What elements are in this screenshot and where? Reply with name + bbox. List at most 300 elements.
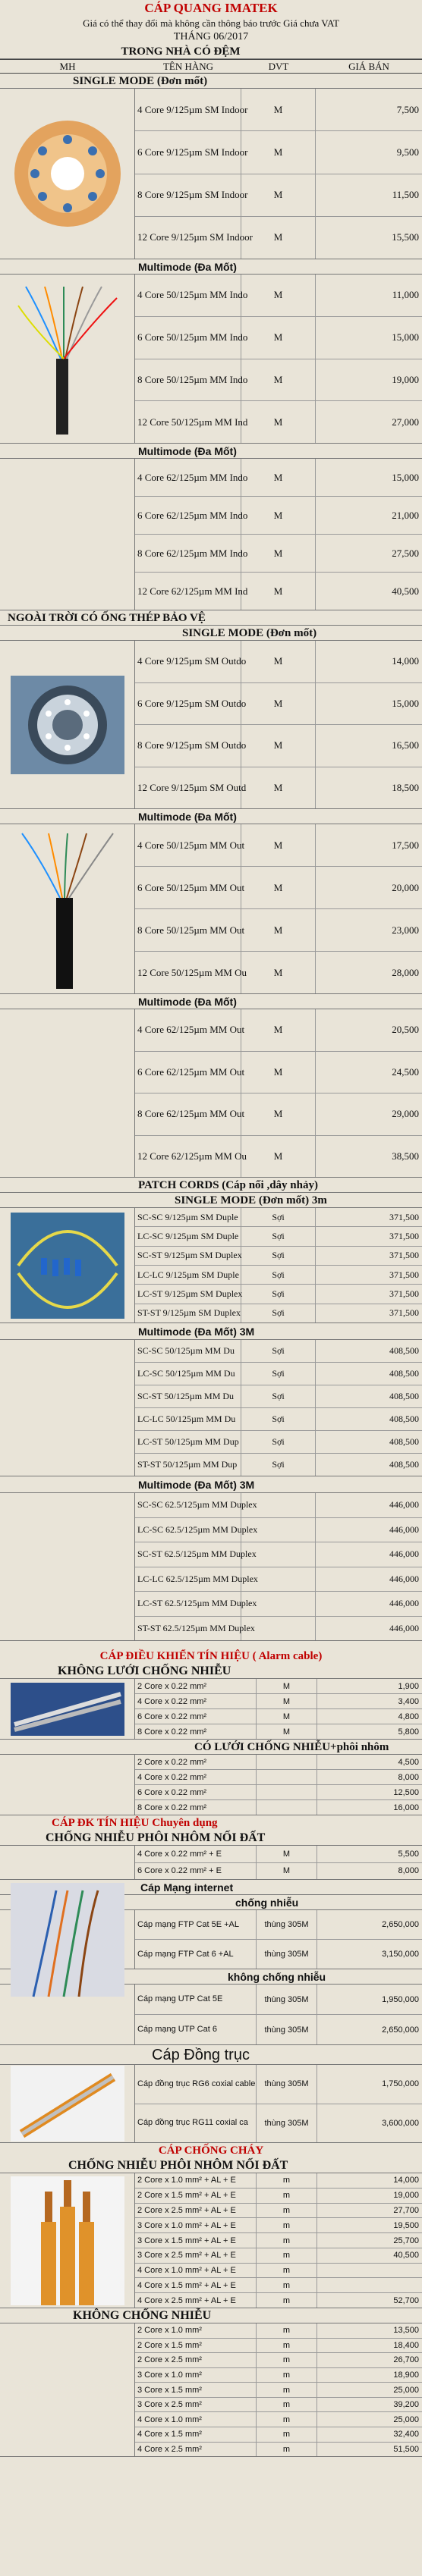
price-row (135, 1247, 422, 1266)
block-indoor-mm62 (0, 459, 422, 610)
product-name: 2 Core x 1.5 mm² (135, 2339, 257, 2353)
price: 446,000 (389, 1499, 419, 1511)
price: 23,000 (392, 924, 419, 936)
product-name: 3 Core x 2.5 mm² (135, 2398, 257, 2412)
empty-photo-cell (0, 1009, 135, 1177)
price-row (135, 952, 422, 993)
unit: m (257, 2398, 317, 2412)
price-row (135, 359, 422, 402)
price: 16,500 (392, 739, 419, 751)
alarm-cable-image (0, 1679, 135, 1739)
price-row (135, 1208, 422, 1227)
unit: thùng 305M (257, 2015, 317, 2044)
empty-photo-cell (0, 1846, 135, 1879)
price-row (135, 641, 422, 683)
product-name: SC-SC 62.5/125µm MM Duplex (135, 1493, 241, 1517)
price-row (135, 275, 422, 317)
price: 19,500 (393, 2220, 419, 2230)
product-name: LC-LC 9/125µm SM Duple (135, 1266, 241, 1284)
price-row (135, 1709, 422, 1724)
product-name: 12 Core 50/125µm MM Ind (135, 401, 241, 443)
unit: M (241, 359, 316, 401)
price: 446,000 (389, 1548, 419, 1560)
unit: M (241, 459, 316, 496)
price: 18,500 (392, 781, 419, 793)
price-row (135, 1363, 422, 1385)
price-row (135, 1863, 422, 1880)
unit: Sợi (241, 1340, 316, 1362)
price: 15,500 (392, 231, 419, 243)
price: 371,500 (389, 1269, 419, 1280)
subsection-khong-luoi: KHÔNG LƯỚI CHỐNG NHIỄU (0, 1664, 422, 1679)
price-row (135, 2353, 422, 2368)
price-row (135, 2204, 422, 2219)
product-name: 8 Core 62/125µm MM Out (135, 1093, 241, 1135)
block-outdoor-mm50 (0, 824, 422, 994)
price-row (135, 1910, 422, 1940)
price-row (135, 2264, 422, 2279)
unit: Sợi (241, 1408, 316, 1430)
subsection-khong-chong: không chống nhiễu (0, 1969, 422, 1985)
price-row (135, 1770, 422, 1785)
unit: thùng 305M (257, 1985, 317, 2014)
price: 446,000 (389, 1573, 419, 1584)
product-name: 8 Core 50/125µm MM Indo (135, 359, 241, 401)
col-ten: TÊN HÀNG (162, 61, 214, 72)
price: 26,700 (393, 2355, 419, 2365)
price: 40,500 (393, 2251, 419, 2261)
unit: Sợi (241, 1208, 316, 1226)
price-row (135, 1052, 422, 1094)
block-outdoor-mm62 (0, 1009, 422, 1178)
price-row (135, 2233, 422, 2248)
col-mh: MH (59, 61, 76, 72)
product-name: Cáp mạng UTP Cat 6 (135, 2015, 257, 2044)
price-row (135, 2293, 422, 2308)
product-name: 4 Core 9/125µm SM Indoor (135, 89, 241, 130)
price: 446,000 (389, 1523, 419, 1535)
unit: M (257, 1679, 317, 1693)
unit: m (257, 2427, 317, 2442)
price: 25,700 (393, 2236, 419, 2245)
price: 18,900 (393, 2370, 419, 2380)
price-row (135, 1304, 422, 1323)
unit: thùng 305M (257, 1910, 317, 1939)
price-row (135, 1785, 422, 1800)
price: 5,500 (398, 1849, 419, 1859)
product-name: Cáp mạng FTP Cat 6 +AL (135, 1940, 257, 1969)
product-name: 2 Core x 0.22 mm² (135, 1755, 257, 1769)
empty-photo-cell (0, 459, 135, 610)
price-row (135, 573, 422, 610)
unit: M (241, 174, 316, 216)
section-patch: PATCH CORDS (Cáp nối ,dây nhảy) (0, 1178, 422, 1193)
unit: Sợi (241, 1227, 316, 1245)
price-row (135, 1493, 422, 1518)
product-name: 2 Core x 1.5 mm² + AL + E (135, 2189, 257, 2203)
unit (257, 1755, 317, 1769)
price: 3,600,000 (382, 2118, 419, 2128)
block-fire-b (0, 2323, 422, 2457)
price-row (135, 2278, 422, 2293)
product-name: ST-ST 50/125µm MM Dup (135, 1454, 241, 1476)
unit: M (257, 1709, 317, 1724)
price: 371,500 (389, 1288, 419, 1299)
product-name: 4 Core x 1.5 mm² (135, 2427, 257, 2442)
product-name: Cáp mạng FTP Cat 5E +AL (135, 1910, 257, 1939)
unit: M (241, 1093, 316, 1135)
price: 9,500 (396, 146, 419, 158)
price: 446,000 (389, 1598, 419, 1609)
product-name: 6 Core 62/125µm MM Indo (135, 497, 241, 534)
unit: Sợi (241, 1431, 316, 1453)
price-row (135, 909, 422, 952)
product-name: 12 Core 9/125µm SM Indoor (135, 217, 241, 259)
product-name: SC-SC 50/125µm MM Du (135, 1340, 241, 1362)
armored-cable-image (0, 824, 135, 993)
unit (241, 1518, 316, 1542)
outdoor-cable-cross-section-image (0, 641, 135, 808)
block-alarm-a (0, 1679, 422, 1740)
price-row (135, 2383, 422, 2398)
subsection-fire-phoi: CHỐNG NHIỄU PHÔI NHÔM NỐI ĐẤT (0, 2158, 422, 2173)
block-patch-mm62 (0, 1493, 422, 1641)
unit: M (241, 131, 316, 173)
block-alarm-c (0, 1846, 422, 1880)
price-row (135, 401, 422, 443)
price: 2,650,000 (382, 2025, 419, 2035)
empty-photo-cell (0, 2323, 135, 2456)
price-row (135, 1592, 422, 1617)
subsection-multi-3m: Multimode (Đa Mốt) 3M (0, 1323, 422, 1340)
coax-cable-image (0, 2065, 135, 2142)
subsection-multi-out-50: Multimode (Đa Mốt) (0, 809, 422, 824)
price-row (135, 1542, 422, 1567)
fiber-cross-section-image (0, 89, 135, 259)
price: 20,500 (392, 1024, 419, 1036)
section-dk: CÁP ĐK TÍN HIỆU Chuyên dụng (52, 1817, 218, 1829)
price-row (135, 2248, 422, 2264)
product-name: 4 Core 50/125µm MM Indo (135, 275, 241, 316)
price-row (135, 1093, 422, 1136)
price: 19,000 (392, 373, 419, 385)
product-name: 3 Core x 1.0 mm² + AL + E (135, 2218, 257, 2232)
unit: m (257, 2323, 317, 2338)
price: 27,000 (392, 416, 419, 428)
unit: Sợi (241, 1454, 316, 1476)
unit: m (257, 2339, 317, 2353)
unit (257, 1785, 317, 1799)
price-row (135, 824, 422, 867)
empty-photo-cell (0, 1340, 135, 1476)
price: 29,000 (392, 1108, 419, 1120)
price-row (135, 683, 422, 726)
subsection-mang: Cáp Mạng internet (0, 1880, 422, 1895)
subsection-multi-3m-b: Multimode (Đa Mốt) 3M (0, 1476, 422, 1493)
unit: M (241, 1136, 316, 1178)
price-row (135, 89, 422, 131)
unit: m (257, 2443, 317, 2457)
product-name: SC-ST 62.5/125µm MM Duplex (135, 1542, 241, 1567)
product-name: LC-SC 50/125µm MM Du (135, 1363, 241, 1385)
price-row (135, 1755, 422, 1770)
price-row (135, 2065, 422, 2104)
unit: Sợi (241, 1266, 316, 1284)
price: 408,500 (389, 1368, 419, 1379)
empty-photo-cell (0, 1493, 135, 1640)
product-name: 4 Core 50/125µm MM Out (135, 824, 241, 866)
subsection-multi-50: Multimode (Đa Mốt) (0, 259, 422, 275)
price-note: Giá có thể thay đổi mà không cần thông báo trước Giá chưa VAT (83, 17, 339, 29)
price: 11,500 (392, 189, 419, 201)
price: 371,500 (389, 1230, 419, 1241)
price-row (135, 1567, 422, 1592)
price-row (135, 497, 422, 535)
price: 371,500 (389, 1307, 419, 1319)
price: 408,500 (389, 1414, 419, 1424)
unit (257, 1770, 317, 1784)
unit: thùng 305M (257, 2104, 317, 2143)
product-name: SC-SC 9/125µm SM Duple (135, 1208, 241, 1226)
product-name: SC-ST 9/125µm SM Duplex (135, 1247, 241, 1265)
product-name: 6 Core x 0.22 mm² + E (135, 1863, 257, 1880)
fire-cable-image (0, 2173, 135, 2308)
unit: M (241, 89, 316, 130)
price: 3,150,000 (382, 1950, 419, 1959)
price: 11,000 (392, 289, 419, 301)
product-name: 4 Core x 1.5 mm² + AL + E (135, 2278, 257, 2292)
block-indoor-mm50 (0, 275, 422, 444)
price-row (135, 867, 422, 909)
price-row (135, 1385, 422, 1408)
price-row (135, 2218, 422, 2233)
product-name: 3 Core x 1.5 mm² + AL + E (135, 2233, 257, 2248)
product-name: Cáp đồng trục RG11 coxial ca (135, 2104, 257, 2143)
unit: m (257, 2278, 317, 2292)
product-name: 4 Core x 1.0 mm² (135, 2412, 257, 2427)
product-name: 12 Core 9/125µm SM Outd (135, 767, 241, 809)
subsection-fire-khong: KHÔNG CHỐNG NHIỄU (0, 2308, 422, 2323)
product-name: ST-ST 62.5/125µm MM Duplex (135, 1617, 241, 1641)
patch-cord-image (0, 1208, 135, 1323)
price-row (135, 1285, 422, 1304)
unit: Sợi (241, 1385, 316, 1407)
price: 20,000 (392, 881, 419, 893)
product-name: 4 Core x 1.0 mm² + AL + E (135, 2264, 257, 2278)
price: 4,800 (398, 1712, 419, 1721)
price-row (135, 131, 422, 174)
unit (241, 1567, 316, 1592)
price-row (135, 2398, 422, 2413)
price-row (135, 1009, 422, 1052)
price: 8,000 (398, 1866, 419, 1876)
price-row (135, 535, 422, 573)
subsection-co-luoi: CÓ LƯỚI CHỐNG NHIỄU+phôi nhôm (0, 1740, 422, 1755)
product-name: 6 Core 9/125µm SM Outdo (135, 683, 241, 725)
unit: M (241, 401, 316, 443)
product-name: 4 Core 62/125µm MM Indo (135, 459, 241, 496)
price-row (135, 2412, 422, 2427)
unit: M (241, 1052, 316, 1093)
price: 371,500 (389, 1250, 419, 1261)
product-name: 6 Core 9/125µm SM Indoor (135, 131, 241, 173)
section-alarm: CÁP ĐIỀU KHIỂN TÍN HIỆU ( Alarm cable) (99, 1650, 323, 1662)
price: 4,500 (398, 1757, 419, 1767)
price: 18,400 (393, 2340, 419, 2350)
price: 408,500 (389, 1391, 419, 1401)
product-name: 12 Core 62/125µm MM Ind (135, 573, 241, 610)
unit: M (241, 824, 316, 866)
unit: M (257, 1846, 317, 1862)
price-row (135, 767, 422, 809)
product-name: 6 Core 50/125µm MM Indo (135, 317, 241, 359)
price: 446,000 (389, 1622, 419, 1633)
product-name: 4 Core 62/125µm MM Out (135, 1009, 241, 1051)
product-name: 6 Core x 0.22 mm² (135, 1709, 257, 1724)
subsection-phoi-nhom: CHỐNG NHIỄU PHÔI NHÔM NỐI ĐẤT (0, 1831, 422, 1846)
product-name: LC-LC 50/125µm MM Du (135, 1408, 241, 1430)
price-row (135, 1227, 422, 1246)
unit: m (257, 2204, 317, 2218)
price: 21,000 (392, 509, 419, 521)
unit: M (241, 641, 316, 682)
unit (257, 1800, 317, 1815)
unit: M (257, 1694, 317, 1708)
unit: m (257, 2189, 317, 2203)
product-name: LC-SC 9/125µm SM Duple (135, 1227, 241, 1245)
price: 16,000 (393, 1803, 419, 1812)
product-name: 2 Core x 1.0 mm² (135, 2323, 257, 2338)
unit: M (241, 767, 316, 809)
price-row (135, 2443, 422, 2457)
product-name: 2 Core x 2.5 mm² + AL + E (135, 2204, 257, 2218)
price-row (135, 459, 422, 497)
unit: m (257, 2233, 317, 2248)
product-name: SC-ST 50/125µm MM Du (135, 1385, 241, 1407)
unit (241, 1592, 316, 1616)
unit: m (257, 2293, 317, 2308)
product-name: Cáp mạng UTP Cat 5E (135, 1985, 257, 2014)
unit (241, 1493, 316, 1517)
price-row (135, 2104, 422, 2143)
column-header (0, 59, 422, 74)
product-name: 4 Core x 2.5 mm² (135, 2443, 257, 2457)
price: 2,650,000 (382, 1920, 419, 1929)
price: 17,500 (392, 839, 419, 851)
price-row (135, 2189, 422, 2204)
product-name: 6 Core x 0.22 mm² (135, 1785, 257, 1799)
product-name: LC-SC 62.5/125µm MM Duplex (135, 1518, 241, 1542)
page-title: CÁP QUANG IMATEK (144, 1, 278, 15)
price-row (135, 1724, 422, 1739)
block-fire-a (0, 2173, 422, 2308)
price-row (135, 1694, 422, 1709)
product-name: LC-LC 62.5/125µm MM Duplex (135, 1567, 241, 1592)
unit: thùng 305M (257, 2065, 317, 2104)
product-name: 6 Core 62/125µm MM Out (135, 1052, 241, 1093)
price-row (135, 1266, 422, 1285)
price: 371,500 (389, 1211, 419, 1222)
month-label: THÁNG 06/2017 (173, 31, 249, 42)
block-coax (0, 2065, 422, 2143)
subsection-single: SINGLE MODE (Đơn mốt) (0, 74, 422, 89)
product-name: LC-ST 50/125µm MM Dup (135, 1431, 241, 1453)
product-name: LC-ST 9/125µm SM Duplex (135, 1285, 241, 1303)
product-name: 2 Core x 1.0 mm² + AL + E (135, 2173, 257, 2188)
empty-photo-cell (0, 1755, 135, 1815)
price: 51,500 (393, 2444, 419, 2454)
price: 27,500 (392, 547, 419, 559)
price-row (135, 1454, 422, 1476)
col-gia: GIÁ BÁN (348, 61, 389, 72)
block-patch-mm50 (0, 1340, 422, 1476)
price: 38,500 (392, 1150, 419, 1162)
price: 408,500 (389, 1345, 419, 1356)
product-name: 8 Core 50/125µm MM Out (135, 909, 241, 951)
product-name: 12 Core 62/125µm MM Ou (135, 1136, 241, 1178)
price: 7,500 (396, 103, 419, 115)
price-row (135, 2427, 422, 2443)
price-row (135, 1617, 422, 1641)
price-row (135, 1679, 422, 1694)
price: 12,500 (393, 1787, 419, 1797)
fiber-strands-image (0, 275, 135, 443)
product-name: 2 Core x 2.5 mm² (135, 2353, 257, 2367)
price-row (135, 1408, 422, 1431)
price: 8,000 (398, 1772, 419, 1782)
product-name: 2 Core x 0.22 mm² (135, 1679, 257, 1693)
block-indoor-sm (0, 89, 422, 259)
unit: Sợi (241, 1247, 316, 1265)
product-name: 8 Core x 0.22 mm² (135, 1724, 257, 1739)
price-row (135, 1985, 422, 2015)
unit: M (241, 573, 316, 610)
price-row (135, 2339, 422, 2354)
subsection-chong-nhieu: chống nhiễu (0, 1895, 422, 1910)
price-row (135, 174, 422, 217)
price-row (135, 2368, 422, 2383)
price: 15,000 (392, 331, 419, 344)
product-name: 8 Core x 0.22 mm² (135, 1800, 257, 1815)
price: 15,000 (392, 697, 419, 709)
product-name: 3 Core x 1.5 mm² (135, 2383, 257, 2397)
price-row (135, 317, 422, 359)
unit: M (241, 535, 316, 572)
price: 14,000 (392, 655, 419, 667)
product-name: 8 Core 9/125µm SM Outdo (135, 725, 241, 767)
price: 13,500 (393, 2326, 419, 2336)
price: 52,700 (393, 2295, 419, 2305)
unit: m (257, 2173, 317, 2188)
section-outdoor: NGOÀI TRỜI CÓ ỐNG THÉP BẢO VỆ (0, 610, 422, 626)
unit: M (241, 275, 316, 316)
unit: Sợi (241, 1304, 316, 1323)
product-name: 4 Core x 0.22 mm² + E (135, 1846, 257, 1862)
block-patch-sm (0, 1208, 422, 1323)
section-fire: CÁP CHỐNG CHÁY (158, 2145, 264, 2157)
price: 1,750,000 (382, 2079, 419, 2089)
unit: M (241, 909, 316, 951)
price: 27,700 (393, 2205, 419, 2215)
product-name: 8 Core 62/125µm MM Indo (135, 535, 241, 572)
price: 39,200 (393, 2400, 419, 2410)
unit (241, 1542, 316, 1567)
unit: Sợi (241, 1285, 316, 1303)
price-row (135, 2015, 422, 2044)
price: 408,500 (389, 1436, 419, 1447)
price-row (135, 2323, 422, 2339)
unit: thùng 305M (257, 1940, 317, 1969)
